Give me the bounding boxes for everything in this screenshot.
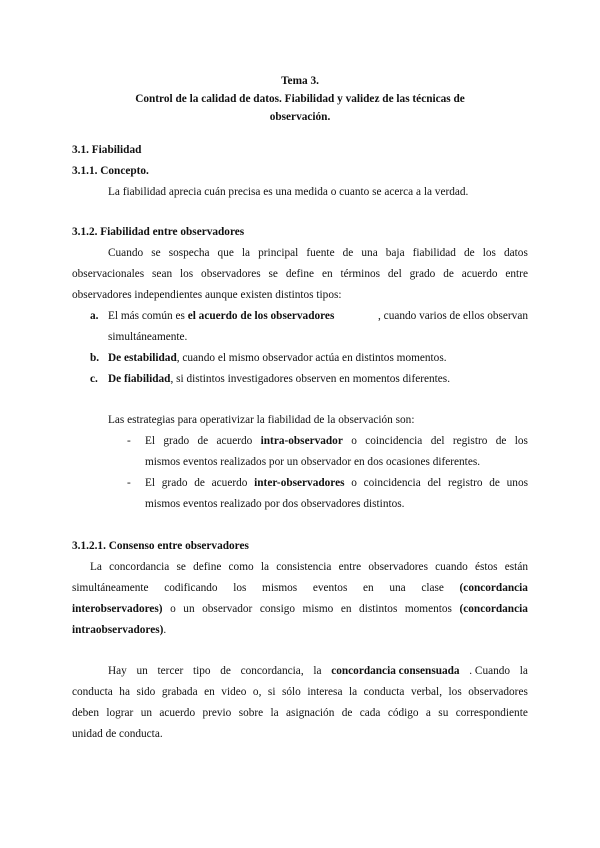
word: los xyxy=(514,435,528,447)
word: un xyxy=(183,603,195,615)
word: intra-observador xyxy=(260,435,343,447)
word: los xyxy=(482,247,496,259)
word: unos xyxy=(506,477,528,489)
bullet-item xyxy=(145,434,528,448)
word: la xyxy=(270,707,279,719)
paragraph-line xyxy=(108,664,528,678)
word: grado xyxy=(409,268,436,280)
word: éstos xyxy=(474,561,498,573)
word: a xyxy=(425,707,431,719)
word: inter-observadores xyxy=(254,477,345,489)
word: se xyxy=(176,561,186,573)
word: interesa xyxy=(307,686,343,698)
word: sido xyxy=(136,686,156,698)
word: grado xyxy=(161,477,188,489)
word: El xyxy=(145,435,156,447)
word: sospecha xyxy=(168,247,210,259)
word: tipo xyxy=(192,665,211,677)
word: tercer xyxy=(157,665,184,677)
word: del xyxy=(427,477,442,489)
word: en xyxy=(204,686,215,698)
word: grabada xyxy=(161,686,198,698)
bullet-marker: - xyxy=(127,435,131,447)
paragraph-line: unidad de conducta. xyxy=(72,728,163,740)
bullet-marker: - xyxy=(127,477,131,489)
word: están xyxy=(504,561,528,573)
word: términos xyxy=(340,268,381,280)
word: . Cuando xyxy=(469,665,511,677)
word: sobre xyxy=(238,707,264,719)
document-title-line1: Control de la calidad de datos. Fiabilidad y validez de las técnicas de xyxy=(135,93,465,105)
word: observacionales xyxy=(72,268,145,280)
bullet-item-continuation: mismos eventos realizados por un observador en dos ocasiones diferentes. xyxy=(145,456,481,468)
word: define xyxy=(285,268,315,280)
word: La xyxy=(90,561,102,573)
word: mismos xyxy=(262,582,298,594)
word: su xyxy=(438,707,449,719)
word: del xyxy=(387,268,402,280)
word: una xyxy=(389,582,406,594)
word: la xyxy=(519,665,528,677)
word: simultáneamente xyxy=(72,582,149,594)
word: El xyxy=(145,477,156,489)
word: consistencia xyxy=(276,561,332,573)
word: momentos xyxy=(404,603,452,615)
word: grado xyxy=(163,435,190,447)
list-marker: b. xyxy=(90,352,100,364)
word: en xyxy=(340,603,352,615)
word: concordancia consensuada xyxy=(331,665,460,677)
word: acuerdo xyxy=(211,477,248,489)
word: los xyxy=(233,582,247,594)
word: o xyxy=(351,435,357,447)
word: de xyxy=(342,247,354,259)
word: entre xyxy=(338,561,362,573)
word: si xyxy=(267,686,276,698)
word: (concordancia xyxy=(459,603,528,615)
word: previo xyxy=(202,707,232,719)
word: se xyxy=(268,268,278,280)
word: la xyxy=(313,665,322,677)
word: asignación xyxy=(286,707,335,719)
word: clase xyxy=(421,582,444,594)
word: deben xyxy=(72,707,99,719)
word: verbal, xyxy=(410,686,443,698)
word: una xyxy=(361,247,378,259)
word: define xyxy=(193,561,222,573)
word: un xyxy=(140,707,152,719)
word: principal xyxy=(258,247,299,259)
word: conducta xyxy=(72,686,113,698)
word: se xyxy=(151,247,161,259)
word: o xyxy=(170,603,176,615)
bullet-item-continuation: mismos eventos realizado por dos observadores distintos. xyxy=(145,498,405,510)
word: fiabilidad xyxy=(412,247,456,259)
word: en xyxy=(363,582,374,594)
word: de xyxy=(220,665,231,677)
word: o xyxy=(351,477,357,489)
word: de xyxy=(464,247,475,259)
paragraph-line: observadores independientes aunque existen distintos tipos: xyxy=(72,289,342,301)
paragraph-line xyxy=(72,267,528,281)
list-item-continuation: simultáneamente. xyxy=(108,331,188,343)
concept-paragraph: La fiabilidad aprecia cuán precisa es una medida o cuanto se acerca a la verdad. xyxy=(108,186,469,198)
word: acuerdo xyxy=(216,435,253,447)
section-3-1-heading: 3.1. Fiabilidad xyxy=(72,144,142,156)
word: datos xyxy=(504,247,528,259)
paragraph-line xyxy=(108,246,528,260)
word: baja xyxy=(385,247,405,259)
list-marker: c. xyxy=(90,373,98,385)
paragraph-line xyxy=(72,602,528,616)
word: sólo xyxy=(281,686,301,698)
word: Hay xyxy=(108,665,127,677)
list-item: De estabilidad, cuando el mismo observador actúa en distintos momentos. xyxy=(108,352,447,364)
word: acuerdo xyxy=(159,707,196,719)
strategies-intro: Las estrategias para operativizar la fiabilidad de la observación son: xyxy=(108,414,415,426)
word: la xyxy=(260,561,269,573)
word: o, xyxy=(252,686,262,698)
word: consigo xyxy=(259,603,296,615)
paragraph-line xyxy=(72,706,528,720)
word: acuerdo xyxy=(461,268,498,280)
paragraph-line xyxy=(90,560,528,574)
word: correspondiente xyxy=(455,707,528,719)
word: Cuando xyxy=(108,247,144,259)
word: concordancia, xyxy=(240,665,304,677)
bullet-item xyxy=(145,476,528,490)
word: interobservadores) xyxy=(72,603,163,615)
word: coincidencia xyxy=(365,435,423,447)
word: un xyxy=(136,665,148,677)
word: sean xyxy=(152,268,173,280)
word: de xyxy=(341,707,353,719)
word: video xyxy=(221,686,247,698)
word: eventos xyxy=(312,582,348,594)
section-3-1-2-heading: 3.1.2. Fiabilidad entre observadores xyxy=(72,226,245,238)
word: los xyxy=(179,268,194,280)
word: (concordancia xyxy=(459,582,528,594)
word: coincidencia xyxy=(363,477,421,489)
word: observador xyxy=(202,603,253,615)
word: de xyxy=(495,435,507,447)
paragraph-line xyxy=(72,581,528,595)
word: los xyxy=(448,686,462,698)
word: entre xyxy=(505,268,528,280)
paragraph-line: intraobservadores). xyxy=(72,624,167,636)
word: observadores xyxy=(368,561,428,573)
section-3-1-1-heading: 3.1.1. Concepto. xyxy=(72,165,149,177)
word: cuando xyxy=(435,561,468,573)
word: la xyxy=(349,686,358,698)
word: registro xyxy=(448,477,483,489)
word: cada xyxy=(359,707,381,719)
word: lograr xyxy=(106,707,134,719)
list-item: De fiabilidad, si distintos investigadores observen en momentos diferentes. xyxy=(108,373,451,385)
word: concordancia xyxy=(109,561,170,573)
tema-label: Tema 3. xyxy=(281,75,319,87)
word: de xyxy=(197,435,209,447)
paragraph-line xyxy=(72,685,528,699)
word: mismo xyxy=(302,603,334,615)
word: la xyxy=(241,247,251,259)
word: observadores xyxy=(468,686,528,698)
word: distintos xyxy=(359,603,398,615)
word: de xyxy=(443,268,454,280)
word: que xyxy=(217,247,234,259)
word: conducta xyxy=(363,686,405,698)
list-marker: a. xyxy=(90,310,99,322)
word: registro xyxy=(452,435,488,447)
word: ha xyxy=(119,686,130,698)
word: de xyxy=(489,477,500,489)
word: en xyxy=(321,268,333,280)
list-item: El más común es el acuerdo de los observadores , cuando varios de ellos observan xyxy=(108,310,528,322)
word: fuente xyxy=(306,247,335,259)
document-title-line2: observación. xyxy=(269,111,331,123)
word: codificando xyxy=(164,582,218,594)
word: observadores xyxy=(201,268,261,280)
word: del xyxy=(430,435,445,447)
section-3-1-2-1-heading: 3.1.2.1. Consenso entre observadores xyxy=(72,540,249,552)
word: código xyxy=(387,707,419,719)
word: como xyxy=(228,561,254,573)
word: de xyxy=(194,477,205,489)
